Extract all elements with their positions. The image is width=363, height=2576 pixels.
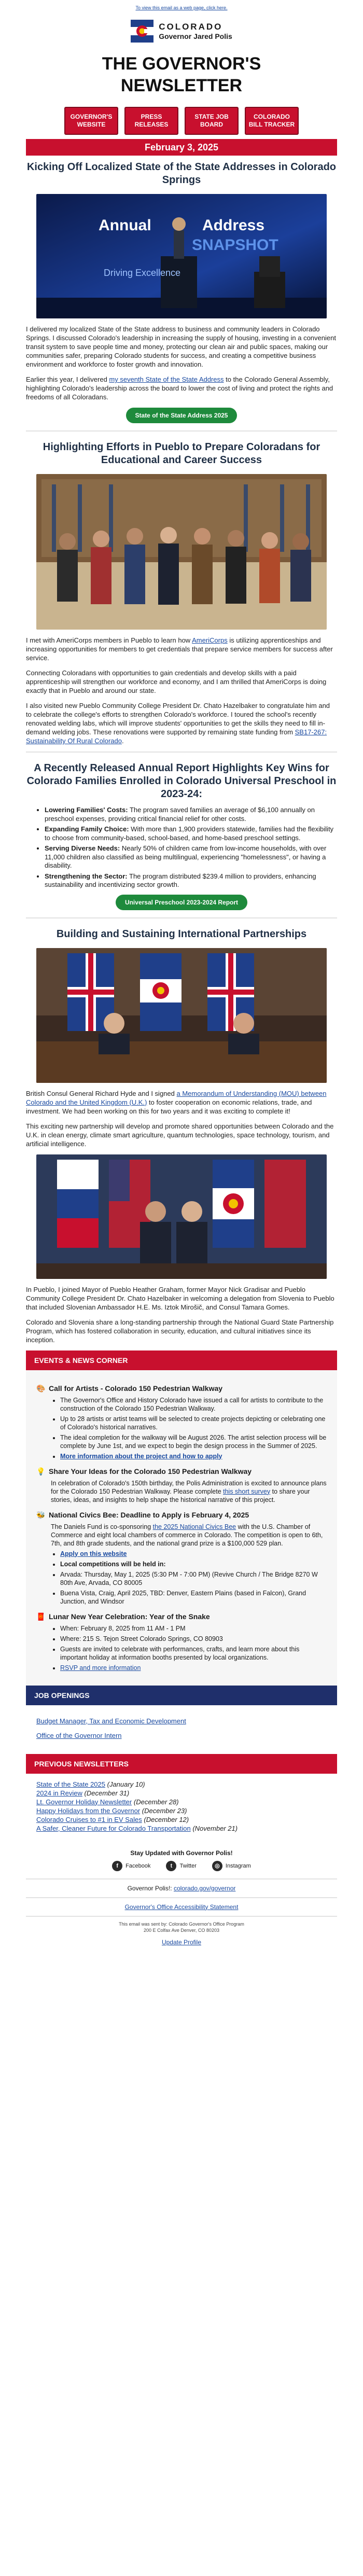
event-title-text: Call for Artists - Colorado 150 Pedestrian Walkway: [49, 1384, 223, 1393]
social-links: [26, 1861, 337, 1871]
section4-paragraph1: [26, 1089, 337, 1116]
civics-bee-link[interactable]: the 2025 National Civics Bee: [152, 1523, 236, 1530]
red-envelope-icon: 🧧: [36, 1612, 46, 1621]
previous-newsletters-list: [26, 1774, 337, 1840]
event-text-a: The Daniels Fund is co-sponsoring: [51, 1523, 153, 1530]
accessibility-link[interactable]: Governor's Office Accessibility Statement: [124, 1903, 239, 1911]
instagram-icon: ◎: [212, 1861, 222, 1871]
slovenia-delegation-photo: [36, 1154, 327, 1279]
divider: [26, 1897, 337, 1898]
section4-heading: Building and Sustaining International Partnerships: [56, 928, 307, 940]
divider: [26, 751, 337, 753]
list-item: [36, 1780, 327, 1789]
prev-newsletter-link[interactable]: 2024 in Review: [36, 1789, 82, 1797]
prev-newsletter-link[interactable]: A Safer, Cleaner Future for Colorado Transportation: [36, 1824, 191, 1832]
list-item: [60, 1664, 327, 1672]
uk-mou-link[interactable]: a Memorandum of Understanding (MOU) between Colorado and the United Kingdom (U.K.): [26, 1089, 327, 1106]
stay-updated-text: Stay Updated with Governor Polis!: [130, 1849, 233, 1857]
divider: [26, 430, 337, 431]
prev-newsletter-date: (December 23): [142, 1806, 187, 1815]
newsletter-title-line1: THE GOVERNOR'S: [102, 54, 261, 74]
governors-website-button[interactable]: GOVERNOR'S WEBSITE: [64, 107, 118, 135]
newsletter-title-line2: NEWSLETTER: [120, 76, 243, 95]
prev-newsletter-link[interactable]: State of the State 2025: [36, 1780, 105, 1788]
list-item: [45, 872, 337, 889]
facebook-icon: f: [112, 1861, 122, 1871]
previous-heading: PREVIOUS NEWSLETTERS: [26, 1754, 337, 1774]
logo-governor-name: Governor Jared Polis: [159, 32, 232, 40]
prev-newsletter-link[interactable]: Colorado Cruises to #1 in EV Sales: [36, 1815, 142, 1823]
update-profile-row: [26, 1939, 337, 1946]
section2-p3-text-a: I also visited new Pueblo Community College President Dr. Chato Hazelbaker to congratulate him and to celebrate the college's efforts to strengthen Colorado's workforce. I toured the school's recently renovated welding labs, which will improve students' opportunities to get the skills they need to fill in-demand welding jobs. These renovations were supported by remaining state funding from: [26, 702, 330, 736]
apply-info-link[interactable]: More information about the project and how to apply: [60, 1452, 222, 1460]
section4-paragraph3: In Pueblo, I joined Mayor of Pueblo Heather Graham, former Mayor Nick Gradisar and Pueblo Community College President Dr. Chato Hazelbaker in welcoming a delegation from Slovenia to Pueblo that included Slovenian Ambassador H.E. Ms. Iztok Mirošič, and Consul Tamara Gomes.: [26, 1285, 334, 1311]
events-section: [26, 1370, 337, 1686]
divider: [26, 1916, 337, 1917]
event-details-list: [60, 1550, 327, 1606]
prev-newsletter-link[interactable]: Lt. Governor Holiday Newsletter: [36, 1798, 132, 1806]
section2-p3-text-b: .: [121, 737, 124, 745]
section4-p1-text-b: to foster cooperation on economic relations, trade, and investment. We had been working on this for two years and it was exciting to complete it!: [26, 1098, 312, 1115]
photo-caption-annual: Annual: [99, 217, 151, 234]
update-profile-link[interactable]: Update Profile: [161, 1938, 202, 1946]
photo-caption-snapshot: SNAPSHOT: [192, 236, 278, 254]
uk-mou-signing-image: [36, 948, 327, 1083]
list-item: • Local competitions will be held in:: [60, 1560, 327, 1568]
bullet-text: Nearly 50% of children came from low-income households, with over 11,000 children also classified as being multilingual, experiencing "homelessness", or having a disability.: [45, 844, 327, 869]
footer: [26, 1840, 337, 1946]
section1-p2-text-b: to the Colorado General Assembly, highlighting Colorado's leadership across the board to lower the cost of living and protect the rights and freedoms of all Coloradans.: [26, 375, 333, 401]
section2-p1-text-b: is utilizing apprenticeships and increasing opportunities for members to get credentials that prepare service members for success after service.: [26, 636, 333, 662]
list-item: [36, 1824, 327, 1833]
twitter-label: Twitter: [179, 1862, 197, 1869]
list-item: • Buena Vista, Craig, April 2025, TBD: Denver, Eastern Plains (based in Falcon), Grand Junction, and Windsor: [60, 1589, 327, 1606]
event-title-text: Share Your Ideas for the Colorado 150 Pedestrian Walkway: [49, 1467, 252, 1475]
rsvp-link[interactable]: RSVP and more information: [60, 1664, 141, 1672]
sb17-267-link[interactable]: SB17-267: Sustainability Of Rural Colorado: [26, 728, 327, 745]
list-item: [60, 1452, 327, 1460]
event-text-a: In celebration of Colorado's 150th birthday, the Polis Administration is excited to announce plans for the Colorado 150 Pedestrian Walkway. Please complete: [51, 1479, 327, 1495]
event-description: [51, 1523, 327, 1548]
event-description: [51, 1479, 327, 1504]
list-item: [45, 844, 337, 870]
list-item: • Where: 215 S. Tejon Street Colorado Springs, CO 80903: [60, 1635, 327, 1643]
section4-p1-text-a: British Consul General Richard Hyde and I signed: [26, 1089, 177, 1097]
governor-portal-link[interactable]: colorado.gov/governor: [173, 1884, 236, 1892]
bullet-label: Serving Diverse Needs:: [45, 844, 120, 852]
bullet-label: Lowering Families' Costs:: [45, 806, 128, 814]
section2-paragraph3: [26, 701, 337, 745]
list-item: [36, 1789, 327, 1798]
lightbulb-icon: 💡: [36, 1467, 46, 1475]
palette-icon: 🎨: [36, 1384, 46, 1393]
survey-link[interactable]: this short survey: [223, 1487, 271, 1495]
list-item: • The Governor's Office and History Colorado have issued a call for artists to contribute to the construction of the Colorado 150 Pedestrian Walkway.: [60, 1396, 327, 1413]
prev-newsletter-date: (December 31): [84, 1789, 130, 1797]
facebook-label: Facebook: [125, 1862, 151, 1869]
colorado-c-logo-icon: [131, 20, 153, 43]
portal-label: Governor Polis!:: [127, 1884, 174, 1892]
section1-paragraph2: [26, 375, 337, 401]
newsletter-title: [26, 50, 337, 107]
jobs-heading: JOB OPENINGS: [26, 1686, 337, 1705]
event-title-text: Lunar New Year Celebration: Year of the Snake: [49, 1612, 210, 1621]
instagram-link[interactable]: [212, 1861, 251, 1871]
state-of-state-image: [36, 194, 327, 318]
event-text-b: with the U.S. Chamber of Commerce and eight local chambers of commerce in Colorado. The competition is open to 6th, 7th, and 8th grade students, and the national grand prize is a $100,000 529 plan.: [51, 1523, 323, 1547]
preschool-wins-list: [45, 806, 337, 889]
section2-paragraph1: [26, 636, 337, 662]
colorado-logo: [26, 12, 337, 50]
americorps-group-image: [36, 474, 327, 630]
prev-newsletter-date: (December 28): [133, 1798, 179, 1806]
logo-state-name: COLORADO: [159, 21, 223, 32]
section3-heading: A Recently Released Annual Report Highlights Key Wins for Colorado Families Enrolled in Colorado Universal Preschool in 2023-24:: [26, 762, 337, 800]
state-of-state-button[interactable]: State of the State Address 2025: [126, 408, 238, 423]
twitter-link[interactable]: [166, 1861, 196, 1871]
bullet-label: Expanding Family Choice:: [45, 825, 129, 833]
governor-portal: [26, 1885, 337, 1892]
preschool-report-button[interactable]: Universal Preschool 2023-2024 Report: [116, 895, 247, 910]
apply-website-link[interactable]: Apply on this website: [60, 1550, 127, 1557]
press-releases-button[interactable]: PRESS RELEASES: [124, 107, 178, 135]
event-title: [36, 1612, 327, 1621]
prev-newsletter-link[interactable]: Happy Holidays from the Governor: [36, 1806, 141, 1815]
list-item: • Up to 28 artists or artist teams will be selected to create projects depicting or celebrating one of Colorado's historical narratives.: [60, 1415, 327, 1431]
list-item: [45, 806, 337, 823]
section1-p2-text-a: Earlier this year, I delivered: [26, 375, 109, 383]
state-job-board-button[interactable]: STATE JOB BOARD: [185, 107, 239, 135]
facebook-link[interactable]: [112, 1861, 150, 1871]
list-item: • Arvada: Thursday, May 1, 2025 (5:30 PM - 7:00 PM) (Revive Church / The Bridge 8270 W 80th Ave, Arvada, CO 80005: [60, 1570, 327, 1587]
prev-newsletter-date: (January 10): [107, 1780, 145, 1788]
americorps-group-photo: [36, 474, 327, 630]
list-item: • The ideal completion for the walkway will be August 2026. The artist selection process will be complete by June 1st, and we expect to begin the design process in the Summer of 2025.: [60, 1433, 327, 1450]
event-details-list: [60, 1396, 327, 1460]
section4-paragraph2: This exciting new partnership will develop and promote shared opportunities between Colorado and the U.K. in clean energy, climate smart agriculture, quantum technologies, space technology, tourism, and artificial intelligence.: [26, 1122, 334, 1148]
list-item: [45, 825, 337, 842]
event-title: [36, 1384, 327, 1393]
state-of-state-photo: [36, 194, 327, 318]
prev-newsletter-date: (December 12): [144, 1815, 189, 1823]
americorps-link[interactable]: AmeriCorps: [192, 636, 228, 644]
divider: [26, 1878, 337, 1879]
list-item: [36, 1815, 327, 1824]
sender-address: 200 E Colfax Ave Denver, CO 80203: [144, 1927, 219, 1933]
bill-tracker-button[interactable]: COLORADO BILL TRACKER: [245, 107, 299, 135]
view-as-webpage-anchor[interactable]: To view this email as a web page, click here.: [135, 5, 228, 10]
twitter-icon: t: [166, 1861, 176, 1871]
event-title-text: National Civics Bee: Deadline to Apply is February 4, 2025: [49, 1510, 249, 1519]
event-title: [36, 1510, 327, 1520]
uk-mou-signing-photo: [36, 948, 327, 1083]
job-link-intern[interactable]: Office of the Governor Intern: [36, 1731, 122, 1739]
header-nav-buttons: [26, 107, 337, 139]
event-text-b: to share your stories, ideas, and insights to help shape the historical narrative of this project.: [51, 1487, 310, 1503]
issue-date: February 3, 2025: [26, 139, 337, 156]
list-item: [36, 1806, 327, 1815]
section4-paragraph4: Colorado and Slovenia share a long-standing partnership through the National Guard State Partnership Program, which has fostered collaboration in security, education, and cultural initiatives since its inception.: [26, 1318, 334, 1344]
section2-paragraph2: Connecting Coloradans with opportunities to gain credentials and develop skills with a paid apprenticeship will strengthen our workforce and economy, and I am thrilled that AmeriCorps is doing exactly that in Pueblo and around our state.: [26, 669, 327, 694]
list-item: • Guests are invited to celebrate with performances, crafts, and learn more about this important holiday at information booths presented by local organizations.: [60, 1645, 327, 1662]
instagram-label: Instagram: [225, 1862, 251, 1869]
event-title: [36, 1467, 327, 1476]
bullet-label: Strengthening the Sector:: [45, 872, 128, 880]
bullet-text: The program saved families an average of $6,100 annually on preschool expenses, providing critical financial relief for other costs.: [45, 806, 315, 823]
accessibility-row: [26, 1903, 337, 1911]
event-details-list: [60, 1624, 327, 1672]
photo-caption-driving: Driving Excellence: [104, 268, 181, 278]
events-heading: EVENTS & NEWS CORNER: [26, 1350, 337, 1370]
bullet-text: The program distributed $239.4 million to providers, enhancing sustainability and incentivizing sector growth.: [45, 872, 316, 888]
list-item: [60, 1550, 327, 1558]
section1-heading: Kicking Off Localized State of the State Addresses in Colorado Springs: [26, 161, 337, 186]
slovenia-delegation-image: [36, 1154, 327, 1279]
section2-p1-text-a: I met with AmeriCorps members in Pueblo to learn how: [26, 636, 192, 644]
view-as-webpage-link[interactable]: [26, 0, 337, 12]
seventh-address-link[interactable]: my seventh State of the State Address: [109, 375, 224, 383]
newsletter-container: [26, 0, 337, 1946]
section1-paragraph1: I delivered my localized State of the State address to business and community leaders in Colorado Springs. I discussed Colorado's leadership in increasing the supply of housing, investing in a convenient transit system to save people time and money, protecting our clean air and public spaces, making our communities safer, preparing Colorado students for success, and creating a competitive business environment and workforce to foster growth and innovation.: [26, 325, 336, 368]
divider: [26, 917, 337, 918]
bee-icon: 🐝: [36, 1510, 46, 1519]
list-item: • When: February 8, 2025 from 11 AM - 1 PM: [60, 1624, 327, 1633]
jobs-section: [26, 1705, 337, 1754]
job-link-budget-manager[interactable]: Budget Manager, Tax and Economic Development: [36, 1717, 186, 1725]
prev-newsletter-date: (November 21): [192, 1824, 238, 1832]
section2-heading: Highlighting Efforts in Pueblo to Prepare Coloradans for Educational and Career Success: [43, 441, 320, 466]
sender-info: This email was sent by: Colorado Governor's Office Program: [119, 1921, 244, 1927]
list-item: [36, 1798, 327, 1806]
bullet-text: With more than 1,900 providers statewide, families had the flexibility to choose from community-based, school-based, and home-based preschool settings.: [45, 825, 334, 842]
photo-caption-address: Address: [202, 217, 265, 234]
